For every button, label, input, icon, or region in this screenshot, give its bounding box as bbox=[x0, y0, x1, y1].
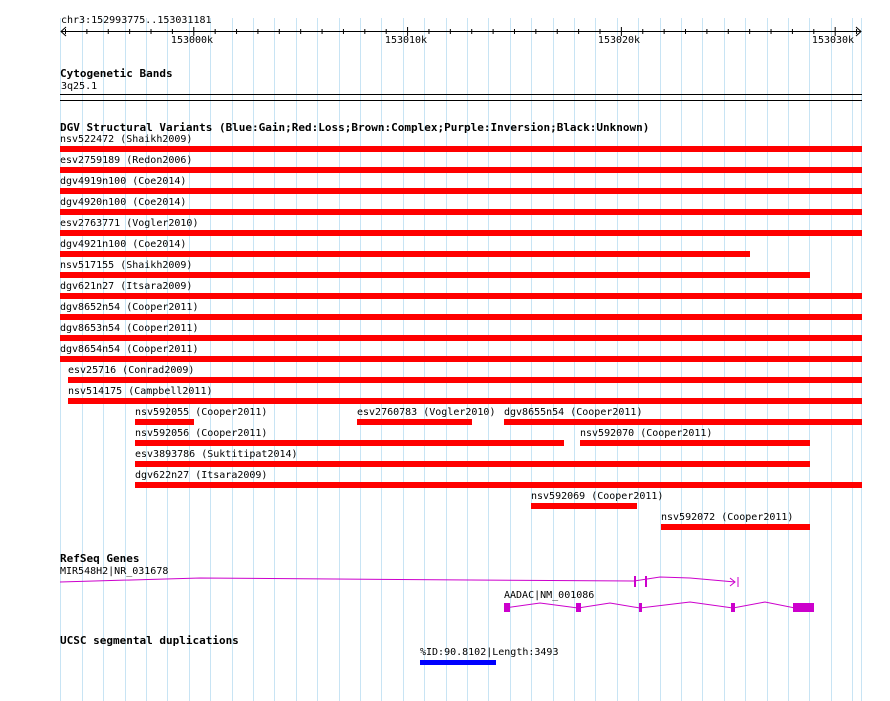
gene-exon bbox=[576, 603, 581, 612]
gene-exon bbox=[793, 603, 814, 612]
variant-bar bbox=[135, 419, 194, 425]
variant-label[interactable]: esv2763771 (Vogler2010) bbox=[60, 218, 199, 229]
variant-bar bbox=[68, 377, 862, 383]
dgv-track-title: DGV Structural Variants (Blue:Gain;Red:Loss;Brown:Complex;Purple:Inversion;Black:Unknown) bbox=[60, 121, 650, 134]
variant-label[interactable]: dgv8654n54 (Cooper2011) bbox=[60, 344, 199, 355]
variant-bar bbox=[60, 146, 862, 152]
variant-label[interactable]: nsv592070 (Cooper2011) bbox=[580, 428, 713, 439]
variant-bar bbox=[68, 398, 862, 404]
gene-exon bbox=[639, 603, 642, 612]
variant-label[interactable]: nsv592056 (Cooper2011) bbox=[135, 428, 268, 439]
segdup-label[interactable]: %ID:90.8102|Length:3493 bbox=[420, 647, 559, 658]
variant-label[interactable]: dgv4921n100 (Coe2014) bbox=[60, 239, 187, 250]
segdup-track-title: UCSC segmental duplications bbox=[60, 634, 239, 647]
variant-label[interactable]: nsv514175 (Campbell2011) bbox=[68, 386, 213, 397]
variant-bar bbox=[531, 503, 637, 509]
variant-label[interactable]: dgv4919n100 (Coe2014) bbox=[60, 176, 187, 187]
segdup-bar bbox=[420, 660, 496, 665]
variant-bar bbox=[60, 314, 862, 320]
gene-label-mir548h2[interactable]: MIR548H2|NR_031678 bbox=[60, 566, 169, 577]
variant-bar bbox=[60, 209, 862, 215]
variant-label[interactable]: dgv621n27 (Itsara2009) bbox=[60, 281, 193, 292]
variant-label[interactable]: nsv517155 (Shaikh2009) bbox=[60, 260, 193, 271]
variant-label[interactable]: nsv592055 (Cooper2011) bbox=[135, 407, 268, 418]
variant-bar bbox=[580, 440, 810, 446]
variant-bar bbox=[504, 419, 862, 425]
variant-bar bbox=[135, 440, 564, 446]
variant-bar bbox=[60, 251, 750, 257]
variant-bar bbox=[60, 335, 862, 341]
variant-label[interactable]: dgv8655n54 (Cooper2011) bbox=[504, 407, 643, 418]
variant-label[interactable]: esv2760783 (Vogler2010) bbox=[357, 407, 496, 418]
variant-bar bbox=[60, 188, 862, 194]
variant-label[interactable]: esv3893786 (Suktitipat2014) bbox=[135, 449, 298, 460]
variant-label[interactable]: dgv8652n54 (Cooper2011) bbox=[60, 302, 199, 313]
variant-label[interactable]: esv25716 (Conrad2009) bbox=[68, 365, 195, 376]
gene-exon bbox=[504, 603, 510, 612]
variant-label[interactable]: dgv4920n100 (Coe2014) bbox=[60, 197, 187, 208]
variant-bar bbox=[135, 461, 810, 467]
variant-bar bbox=[60, 356, 862, 362]
region-label: chr3:152993775..153031181 bbox=[61, 15, 212, 26]
ruler-tick-label: 153020k bbox=[597, 35, 641, 46]
variant-bar bbox=[60, 293, 862, 299]
cytoband-label: 3q25.1 bbox=[61, 81, 98, 92]
cytoband-track-title: Cytogenetic Bands bbox=[60, 67, 173, 80]
variant-bar bbox=[357, 419, 472, 425]
refseq-track-title: RefSeq Genes bbox=[60, 552, 140, 565]
gene-exon bbox=[731, 603, 735, 612]
variant-bar bbox=[60, 167, 862, 173]
variant-label[interactable]: nsv592069 (Cooper2011) bbox=[531, 491, 664, 502]
variant-label[interactable]: nsv592072 (Cooper2011) bbox=[661, 512, 794, 523]
variant-label[interactable]: nsv522472 (Shaikh2009) bbox=[60, 134, 193, 145]
variant-label[interactable]: dgv622n27 (Itsara2009) bbox=[135, 470, 268, 481]
variant-bar bbox=[661, 524, 810, 530]
ruler-tick-label: 153030k bbox=[811, 35, 855, 46]
variant-label[interactable]: esv2759189 (Redon2006) bbox=[60, 155, 193, 166]
variant-bar bbox=[135, 482, 862, 488]
variant-label[interactable]: dgv8653n54 (Cooper2011) bbox=[60, 323, 199, 334]
variant-bar bbox=[60, 272, 810, 278]
gene-label-aadac[interactable]: AADAC|NM_001086 bbox=[504, 590, 595, 601]
ruler-tick-label: 153010k bbox=[384, 35, 428, 46]
ruler-tick-label: 153000k bbox=[170, 35, 214, 46]
variant-bar bbox=[60, 230, 862, 236]
